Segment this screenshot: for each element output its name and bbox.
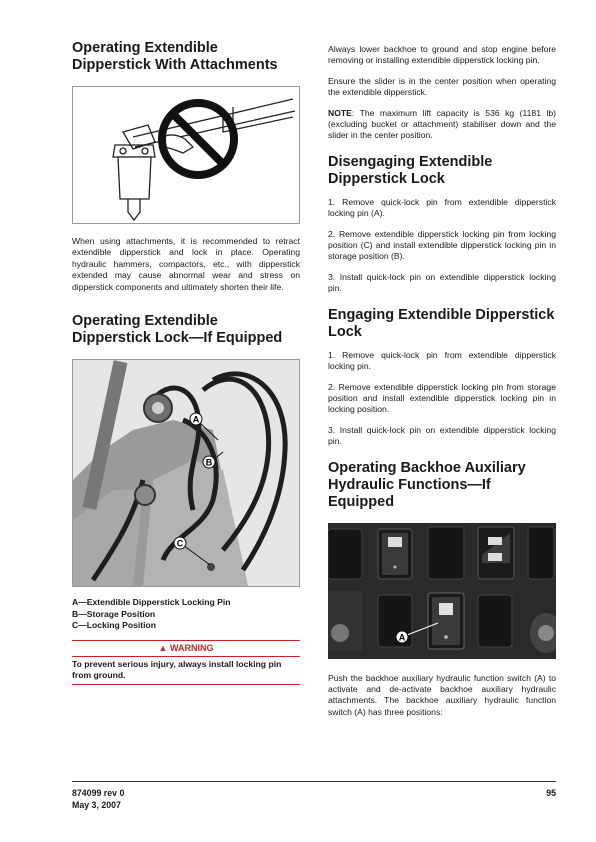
heading-dipperstick-attachments: Operating Extendible Dipperstick With Attachments — [72, 40, 278, 73]
disengage-step-1: 1. Remove quick-lock pin from extendible dipperstick locking pin (A). — [328, 196, 556, 219]
footer-left — [72, 788, 124, 811]
disengage-step-2: 2. Remove extendible dipperstick locking pin from locking position (C) and install extendible dipperstick locking pin in storage position (B). — [328, 228, 556, 262]
dipperstick-lock-photo — [73, 360, 299, 586]
callout-c: C — [176, 538, 184, 549]
lower-backhoe-paragraph: Always lower backhoe to ground and stop engine before removing or installing extendible dipperstick locking pin. — [328, 44, 556, 66]
warning-box — [72, 640, 300, 685]
figure-caption — [72, 597, 300, 632]
heading-disengaging: Disengaging Extendible Dipperstick Lock — [328, 153, 493, 187]
footer-rule — [72, 781, 556, 782]
callout-a: A — [192, 414, 200, 425]
doc-number: 874099 rev 0 — [72, 788, 125, 798]
figure-dipperstick-lock-photo — [72, 359, 300, 587]
warning-text: To prevent serious injury, always install locking pin from ground. — [72, 658, 282, 681]
callout-b: B — [205, 457, 213, 468]
auxiliary-paragraph: Push the backhoe auxiliary hydraulic function switch (A) to activate and de-activate backhoe auxiliary hydraulic attachments. The backhoe auxiliary hydraulic function switch (A) has three positions: — [328, 672, 556, 717]
page-number: 95 — [546, 788, 556, 798]
warning-header — [72, 641, 300, 656]
note-paragraph — [328, 108, 556, 142]
engage-step-3: 3. Install quick-lock pin on extendible dipperstick locking pin. — [328, 424, 556, 447]
caption-b: B—Storage Position — [72, 608, 156, 619]
callout-switch-a: A — [398, 632, 406, 643]
figure-switch-panel — [328, 523, 556, 659]
caption-a: A—Extendible Dipperstick Locking Pin — [72, 597, 231, 608]
figure-no-attachment-extended — [72, 86, 300, 224]
heading-dipperstick-lock: Operating Extendible Dipperstick Lock—If Equipped — [72, 313, 283, 347]
left-column — [72, 40, 300, 685]
doc-date: May 3, 2007 — [72, 799, 121, 810]
engage-step-1: 1. Remove quick-lock pin from extendible dipperstick locking pin. — [328, 349, 556, 372]
engage-step-2: 2. Remove extendible dipperstick locking pin from storage position and install extendible dipperstick locking pin in locking position. — [328, 381, 556, 415]
caption-c: C—Locking Position — [72, 620, 157, 631]
right-column — [328, 40, 556, 718]
dipperstick-illustration — [73, 87, 299, 223]
heading-engaging: Engaging Extendible Dipperstick Lock — [328, 306, 555, 340]
warning-triangle-icon: ▲ — [158, 642, 168, 653]
attachments-paragraph: When using attachments, it is recommended to retract extendible dipperstick and lock in place. Operating hydraulic hammers, compactors, etc., with dipperstick extended may cause abnormal wear and stress on dipperstick components and ultimately shorten their life. — [72, 236, 300, 292]
warning-label: WARNING — [169, 642, 214, 653]
slider-paragraph: Ensure the slider is in the center position when operating the extendible dipperstick. — [328, 75, 556, 98]
note-text: : The maximum lift capacity is 536 kg (1181 lb) (excluding bucket or attachment) stabiliser down and the slider in the center position. — [328, 107, 556, 141]
note-label: NOTE — [328, 107, 352, 118]
disengage-step-3: 3. Install quick-lock pin on extendible dipperstick locking pin. — [328, 271, 556, 294]
switch-panel-photo — [328, 523, 556, 659]
heading-auxiliary-hydraulic: Operating Backhoe Auxiliary Hydraulic Functions—If Equipped — [328, 459, 526, 510]
